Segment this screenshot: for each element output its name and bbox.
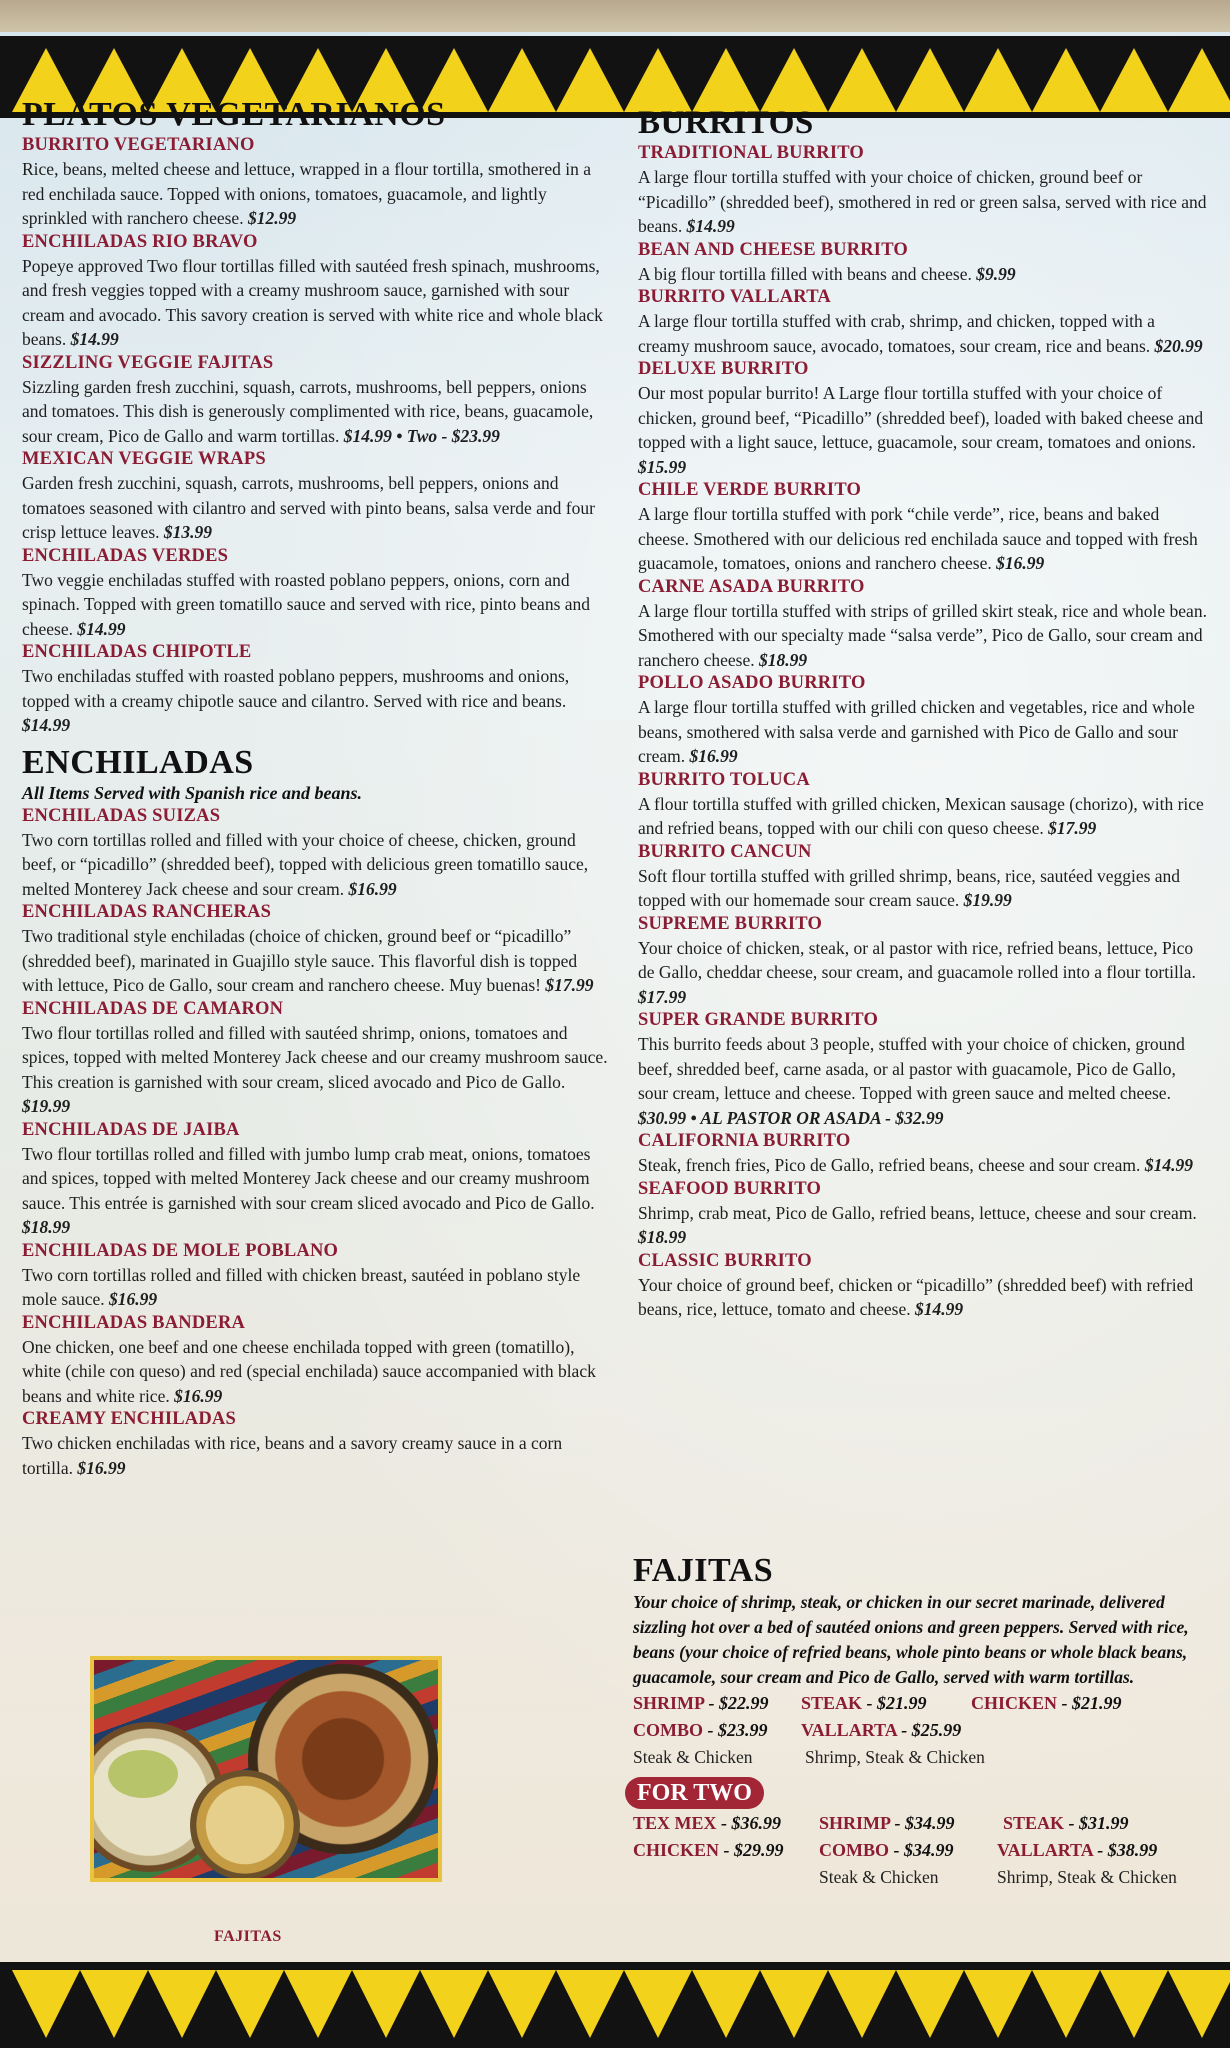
- menu-item-description: [638, 309, 1210, 358]
- fajita-option-vallarta: VALLARTA - $25.99: [801, 1720, 962, 1740]
- menu-item-description-text: Your choice of ground beef, chicken or “picadillo” (shredded beef) with refried beans, rice, lettuce, tomato and cheese.: [638, 1274, 1194, 1319]
- menu-item-price: $17.99: [638, 986, 687, 1007]
- enchiladas-menu-item: [22, 1408, 612, 1480]
- menu-item-description: [22, 471, 612, 545]
- zigzag-triangle: [556, 1970, 624, 2038]
- fajita-vallarta-note: Shrimp, Steak & Chicken: [805, 1747, 985, 1767]
- menu-item-name: ENCHILADAS SUIZAS: [22, 805, 221, 826]
- burritos-menu-item: [638, 239, 1210, 287]
- zigzag-triangle: [896, 48, 964, 112]
- zigzag-triangle: [488, 1970, 556, 2038]
- menu-item-description-text: Your choice of chicken, steak, or al pastor with rice, refried beans, lettuce, Pico de Gallo, cheddar cheese, sour cream, and guacamole rolled into a flour tortilla.: [638, 937, 1196, 982]
- menu-item-description-text: Two corn tortillas rolled and filled with chicken breast, sautéed in poblano style mole sauce.: [22, 1264, 581, 1309]
- menu-item-name: ENCHILADAS DE JAIBA: [22, 1119, 240, 1140]
- menu-item-description: [22, 1021, 612, 1119]
- menu-item-description: [638, 1153, 1210, 1178]
- menu-item-price: $17.99: [545, 975, 594, 995]
- burritos-menu-item: [638, 479, 1210, 576]
- menu-item-description: [22, 1142, 612, 1240]
- menu-item-price: $14.99: [914, 1299, 964, 1319]
- menu-item-name: BURRITO VEGETARIANO: [22, 135, 255, 155]
- fajitas-intro: Your choice of shrimp, steak, or chicken in our secret marinade, delivered sizzling hot over a bed of sautéed onions and green peppers. Served with rice, beans (your choice of refried beans, whole pinto beans or whole black beans, guacamole, sour cream and Pico de Gallo, served with warm tortillas.: [633, 1592, 1189, 1687]
- menu-item-name: BURRITO TOLUCA: [638, 769, 810, 790]
- fajita-two-shrimp: SHRIMP - $34.99: [819, 1813, 955, 1833]
- zigzag-triangle: [352, 1970, 420, 2038]
- enchiladas-menu-item: [22, 998, 612, 1119]
- fajitas-section-title: FAJITAS: [633, 1552, 774, 1589]
- zigzag-triangle: [760, 48, 828, 112]
- menu-item-name: POLLO ASADO BURRITO: [638, 673, 866, 693]
- fajita-option-steak: STEAK - $21.99: [801, 1693, 927, 1713]
- menu-item-price: $17.99: [1048, 818, 1097, 838]
- burritos-menu-item: [638, 1250, 1210, 1322]
- menu-item-description-text: One chicken, one beef and one cheese enchilada topped with green (tomatillo), white (chile con queso) and red (special enchilada) sauce accompanied with black beans and white rice.: [22, 1336, 596, 1406]
- menu-item-description-text: Garden fresh zucchini, squash, carrots, mushrooms, bell peppers, onions and tomatoes seasoned with cilantro and served with pinto beans, salsa verde and four crisp lettuce leaves.: [22, 473, 595, 542]
- menu-item-price: $14.99: [1144, 1155, 1193, 1175]
- photo-caption: FAJITAS: [214, 1928, 282, 1945]
- menu-item-description-text: Two enchiladas stuffed with roasted poblano peppers, mushrooms and onions, topped with a creamy chipotle sauce and cilantro. Served with rice and beans.: [22, 666, 570, 711]
- menu-item-description: [22, 1431, 612, 1480]
- vegetarian-menu-item: [22, 231, 612, 352]
- menu-item-name: BURRITO CANCUN: [638, 841, 812, 862]
- menu-item-description-text: Soft flour tortilla stuffed with grilled shrimp, beans, rice, sautéed veggies and topped with our homemade sour cream sauce.: [638, 865, 1181, 910]
- left-column: [22, 96, 612, 1480]
- menu-item-description-text: A large flour tortilla stuffed with pork “chile verde”, rice, beans and baked cheese. Smothered with our delicious red enchilada sauce and topped with fresh guacamole, tomatoes, onions and ranchero cheese.: [638, 504, 1198, 573]
- zigzag-triangle: [148, 1970, 216, 2038]
- menu-item-price: $18.99: [758, 649, 808, 670]
- burritos-menu-item: [638, 142, 1210, 239]
- menu-item-description: [638, 1201, 1210, 1250]
- fajitas-for-two-notes: [633, 1867, 1208, 1894]
- menu-item-description: [22, 375, 612, 449]
- fajita-option-combo: COMBO - $23.99: [633, 1720, 768, 1740]
- menu-item-description-text: A flour tortilla stuffed with grilled chicken, Mexican sausage (chorizo), with rice and refried beans, topped with our chili con queso cheese.: [638, 793, 1204, 838]
- enchiladas-menu-item: [22, 805, 612, 902]
- zigzag-triangle: [1032, 1970, 1100, 2038]
- zigzag-triangle: [828, 48, 896, 112]
- menu-item-price: $19.99: [22, 1096, 71, 1116]
- enchiladas-menu-item: [22, 1240, 612, 1312]
- menu-item-description: [22, 1263, 612, 1312]
- menu-item-description-text: A big flour tortilla filled with beans and cheese.: [638, 263, 972, 284]
- menu-item-description: [22, 157, 612, 231]
- zigzag-triangle: [1168, 1970, 1230, 2038]
- menu-item-description: [22, 828, 612, 902]
- fajitas-photo: [90, 1656, 442, 1882]
- menu-item-description-text: A large flour tortilla stuffed with crab, shrimp, and chicken, topped with a creamy mushroom sauce, avocado, tomatoes, sour cream, rice and beans.: [638, 311, 1155, 356]
- fajita-two-combo: COMBO - $34.99: [819, 1840, 954, 1860]
- zigzag-triangle: [828, 1970, 896, 2038]
- menu-item-price: $12.99: [247, 208, 297, 228]
- menu-item-price: $14.99 • Two - $23.99: [343, 425, 500, 446]
- menu-item-description-text: Sizzling garden fresh zucchini, squash, carrots, mushrooms, bell peppers, onions and tomatoes. This dish is generously complimented with rice, beans, guacamole, sour cream, Pico de Gallo and warm tortillas.: [22, 376, 594, 446]
- menu-item-name: CHILE VERDE BURRITO: [638, 480, 862, 500]
- fajita-option-shrimp: SHRIMP - $22.99: [633, 1693, 769, 1713]
- vegetarian-menu-item: [22, 545, 612, 642]
- menu-item-description-text: A large flour tortilla stuffed with strips of grilled skirt steak, rice and whole bean. Smothered with our specialty made “salsa verde”, Pico de Gallo, sour cream and ranchero cheese.: [638, 600, 1207, 670]
- fajitas-for-two-row-1: [633, 1813, 1208, 1840]
- fajita-two-texmex: TEX MEX - $36.99: [633, 1813, 782, 1833]
- menu-item-description: [638, 792, 1210, 841]
- menu-item-price: $18.99: [22, 1217, 71, 1237]
- zigzag-triangle: [964, 48, 1032, 112]
- menu-item-description-text: This burrito feeds about 3 people, stuffed with your choice of chicken, ground beef, shredded beef, carne asada, or al pastor with guacamole, Pico de Gallo, sour cream, lettuce and cheese. Topped with green sauce and melted cheese.: [638, 1034, 1185, 1103]
- vegetarian-menu-item: [22, 641, 612, 738]
- menu-item-price: $16.99: [348, 878, 397, 899]
- menu-item-price: $15.99: [638, 456, 687, 477]
- menu-item-price: $13.99: [163, 522, 213, 542]
- menu-item-name: SEAFOOD BURRITO: [638, 1178, 822, 1199]
- menu-item-description: [638, 1273, 1210, 1322]
- menu-item-description: [638, 864, 1210, 913]
- menu-item-name: CALIFORNIA BURRITO: [638, 1131, 851, 1151]
- guacamole-image: [108, 1750, 178, 1798]
- zigzag-triangle: [692, 1970, 760, 2038]
- fajita-two-combo-note: Steak & Chicken: [819, 1867, 939, 1887]
- zigzag-triangle: [760, 1970, 828, 2038]
- menu-item-description: [638, 599, 1210, 673]
- menu-item-description: [638, 502, 1210, 576]
- zigzag-triangle: [896, 1970, 964, 2038]
- menu-item-name: SIZZLING VEGGIE FAJITAS: [22, 352, 274, 373]
- vegetarian-menu-item: [22, 448, 612, 545]
- for-two-badge-wrap: [625, 1777, 1208, 1809]
- menu-item-price: $14.99: [77, 618, 126, 639]
- zigzag-triangle: [624, 48, 692, 112]
- menu-item-name: DELUXE BURRITO: [638, 359, 809, 379]
- vegetarian-section-title: PLATOS VEGETARIANOS: [22, 96, 446, 133]
- menu-item-description: [22, 924, 612, 998]
- menu-item-name: SUPREME BURRITO: [638, 913, 823, 934]
- menu-item-name: BEAN AND CHEESE BURRITO: [638, 239, 909, 260]
- burritos-menu-item: [638, 841, 1210, 913]
- zigzag-triangle: [1032, 48, 1100, 112]
- menu-item-description: [22, 1335, 612, 1409]
- menu-item-description: [638, 262, 1210, 287]
- enchiladas-menu-item: [22, 1312, 612, 1409]
- zigzag-triangle: [80, 1970, 148, 2038]
- menu-item-description-text: Two traditional style enchiladas (choice of chicken, ground beef or “picadillo” (shredded beef), marinated in Guajillo style sauce. This flavorful dish is topped with lettuce, Pico de Gallo, sour cream and ranchero cheese. Muy buenas!: [22, 926, 578, 995]
- zigzag-triangle: [692, 48, 760, 112]
- menu-item-description-text: Two flour tortillas rolled and filled with jumbo lump crab meat, onions, tomatoes and spices, topped with melted Monterey Jack cheese and our creamy mushroom sauce. This entrée is garnished with sour cream sliced avocado and Pico de Gallo.: [22, 1143, 595, 1213]
- menu-item-name: CLASSIC BURRITO: [638, 1250, 812, 1271]
- menu-item-description-text: Two flour tortillas rolled and filled with sautéed shrimp, onions, tomatoes and spices, topped with melted Monterey Jack cheese and our creamy mushroom sauce. This creation is garnished with sour cream, sliced avocado and Pico de Gallo.: [22, 1022, 608, 1092]
- vegetarian-items: [22, 134, 612, 738]
- menu-item-description: [638, 381, 1210, 479]
- burritos-items: [638, 142, 1210, 1322]
- menu-item-price: $16.99: [689, 746, 738, 766]
- menu-item-description-text: Shrimp, crab meat, Pico de Gallo, refried beans, lettuce, cheese and sour cream.: [638, 1202, 1197, 1223]
- fajita-two-vallarta: VALLARTA - $38.99: [997, 1840, 1158, 1860]
- vegetarian-menu-item: [22, 134, 612, 231]
- burritos-menu-item: [638, 358, 1210, 479]
- vegetarian-menu-item: [22, 352, 612, 449]
- fajitas-row-2: [633, 1720, 1208, 1747]
- menu-item-description-text: Steak, french fries, Pico de Gallo, refried beans, cheese and sour cream.: [638, 1155, 1141, 1175]
- menu-item-name: ENCHILADAS BANDERA: [22, 1312, 246, 1333]
- menu-item-price: $9.99: [976, 263, 1016, 284]
- right-column: [638, 104, 1210, 1322]
- enchiladas-menu-item: [22, 1119, 612, 1240]
- burritos-menu-item: [638, 672, 1210, 769]
- menu-item-price: $20.99: [1154, 335, 1203, 356]
- menu-item-description-text: Two chicken enchiladas with rice, beans and a savory creamy sauce in a corn tortilla.: [22, 1433, 563, 1478]
- fajita-option-chicken: CHICKEN - $21.99: [971, 1693, 1122, 1713]
- menu-item-description: [638, 936, 1210, 1010]
- menu-item-description-text: Rice, beans, melted cheese and lettuce, wrapped in a flour tortilla, smothered in a red enchilada sauce. Topped with onions, tomatoes, guacamole, and lightly sprinkled with ranchero cheese.: [22, 159, 592, 228]
- menu-item-description-text: Two corn tortillas rolled and filled with your choice of cheese, chicken, ground beef, or “picadillo” (shredded beef), topped with delicious green tomatillo sauce, melted Monterey Jack cheese and sour cream.: [22, 829, 589, 899]
- fajita-two-chicken: CHICKEN - $29.99: [633, 1840, 784, 1860]
- fajitas-for-two-row-2: [633, 1840, 1208, 1867]
- burritos-menu-item: [638, 576, 1210, 673]
- menu-item-description-text: A large flour tortilla stuffed with grilled chicken and vegetables, rice and whole beans, smothered with salsa verde and garnished with Pico de Gallo and sour cream.: [638, 697, 1195, 766]
- menu-item-name: MEXICAN VEGGIE WRAPS: [22, 449, 266, 469]
- menu-item-description: [638, 165, 1210, 239]
- menu-item-name: TRADITIONAL BURRITO: [638, 143, 865, 163]
- menu-item-name: ENCHILADAS CHIPOTLE: [22, 642, 252, 662]
- menu-item-name: ENCHILADAS DE CAMARON: [22, 998, 284, 1019]
- zigzag-triangle: [1168, 48, 1230, 112]
- menu-item-name: ENCHILADAS RANCHERAS: [22, 902, 272, 922]
- menu-item-description-text: Two veggie enchiladas stuffed with roasted poblano peppers, onions, corn and spinach. Topped with green tomatillo sauce and served with rice, pinto beans and cheese.: [22, 569, 591, 639]
- zigzag-triangle: [420, 1970, 488, 2038]
- fajita-two-steak: STEAK - $31.99: [1003, 1813, 1129, 1833]
- zigzag-triangle: [624, 1970, 692, 2038]
- menu-item-price: $30.99 • AL PASTOR OR ASADA - $32.99: [638, 1107, 944, 1128]
- bottom-zigzag-border: [0, 1962, 1230, 2048]
- zigzag-triangle: [964, 1970, 1032, 2038]
- fajita-combo-note: Steak & Chicken: [633, 1747, 753, 1767]
- menu-item-price: $14.99: [686, 216, 735, 236]
- menu-item-name: ENCHILADAS RIO BRAVO: [22, 231, 258, 252]
- menu-item-name: CARNE ASADA BURRITO: [638, 576, 865, 597]
- menu-item-name: SUPER GRANDE BURRITO: [638, 1010, 879, 1030]
- menu-item-description: [22, 568, 612, 642]
- fajitas-section: [633, 1552, 1208, 1894]
- menu-item-price: $14.99: [22, 715, 71, 735]
- menu-item-description: [638, 1032, 1210, 1130]
- menu-item-name: CREAMY ENCHILADAS: [22, 1409, 236, 1429]
- burritos-section-title: BURRITOS: [638, 105, 814, 141]
- tortilla-plate-image: [190, 1770, 300, 1880]
- menu-item-price: $16.99: [174, 1385, 223, 1406]
- enchiladas-menu-item: [22, 901, 612, 998]
- zigzag-triangle: [1100, 48, 1168, 112]
- zigzag-triangle: [12, 1970, 80, 2038]
- menu-item-name: BURRITO VALLARTA: [638, 287, 831, 307]
- menu-item-description-text: Popeye approved Two flour tortillas filled with sautéed fresh spinach, mushrooms, and fresh veggies topped with a creamy mushroom sauce, garnished with sour cream and avocado. This savory creation is served with white rice and whole black beans.: [22, 255, 603, 349]
- zigzag-triangle: [1100, 1970, 1168, 2038]
- menu-item-price: $16.99: [77, 1457, 126, 1478]
- burritos-menu-item: [638, 1130, 1210, 1178]
- menu-item-description-text: A large flour tortilla stuffed with your choice of chicken, ground beef or “Picadillo” (shredded beef), smothered in red or green salsa, served with rice and beans.: [638, 167, 1207, 236]
- for-two-badge: FOR TWO: [625, 1777, 764, 1809]
- menu-item-price: $16.99: [108, 1289, 158, 1309]
- enchiladas-note: All Items Served with Spanish rice and beans.: [22, 782, 363, 803]
- menu-item-description: [22, 254, 612, 352]
- burritos-menu-item: [638, 1009, 1210, 1130]
- zigzag-triangle: [216, 1970, 284, 2038]
- zigzag-triangle: [284, 1970, 352, 2038]
- enchiladas-items: [22, 805, 612, 1481]
- menu-item-name: ENCHILADAS DE MOLE POBLANO: [22, 1240, 339, 1261]
- enchiladas-section-title: ENCHILADAS: [22, 743, 254, 781]
- burritos-menu-item: [638, 913, 1210, 1010]
- fajitas-row-notes: [633, 1747, 1208, 1773]
- menu-item-description: [638, 695, 1210, 769]
- burritos-menu-item: [638, 286, 1210, 358]
- burritos-menu-item: [638, 769, 1210, 841]
- menu-item-name: ENCHILADAS VERDES: [22, 545, 229, 566]
- burritos-menu-item: [638, 1178, 1210, 1250]
- menu-item-price: $14.99: [70, 329, 119, 349]
- menu-item-price: $19.99: [963, 890, 1012, 910]
- menu-item-price: $18.99: [638, 1227, 687, 1247]
- fajitas-row-1: [633, 1693, 1208, 1720]
- menu-item-description-text: Our most popular burrito! A Large flour tortilla stuffed with your choice of chicken, ground beef, “Picadillo” (shredded beef), loaded with baked cheese and topped with a light sauce, lettuce, guacamole, sour cream, tomatoes and onions.: [638, 383, 1204, 452]
- menu-item-description: [22, 664, 612, 738]
- fajita-two-vallarta-note: Shrimp, Steak & Chicken: [997, 1867, 1177, 1887]
- menu-item-price: $16.99: [996, 553, 1045, 573]
